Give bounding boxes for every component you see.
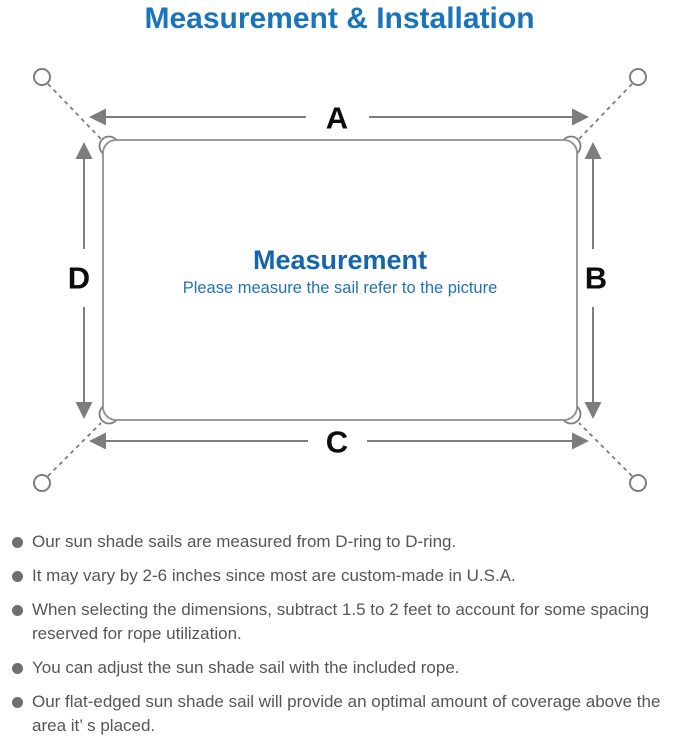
- bullet-dot-icon: [12, 605, 23, 616]
- note-text: When selecting the dimensions, subtract 1.5 to 2 feet to account for some spacing reserved for rope utilization.: [32, 600, 650, 643]
- diagram-center-title: Measurement: [252, 245, 428, 275]
- dim-label-b: B: [584, 260, 608, 296]
- anchor-ring-icon-bottom-right: [630, 475, 646, 491]
- arrowhead-b-bottom: [585, 402, 602, 419]
- dim-label-d: D: [67, 260, 91, 296]
- list-item: [10, 598, 671, 646]
- note-text: Our sun shade sails are measured from D-ring to D-ring.: [32, 532, 457, 551]
- diagram-center-subtitle: Please measure the sail refer to the picture: [182, 279, 498, 297]
- anchor-ring-icon-top-right: [630, 69, 646, 85]
- guy-line-top-left: [48, 84, 101, 139]
- guy-line-top-right: [579, 84, 632, 139]
- anchor-ring-icon-top-left: [34, 69, 50, 85]
- bullet-dot-icon: [12, 663, 23, 674]
- dim-label-c: C: [325, 424, 349, 460]
- list-item: [10, 530, 671, 554]
- guy-line-bottom-left: [48, 423, 101, 476]
- arrowhead-d-bottom: [76, 402, 93, 419]
- notes-list: [10, 530, 671, 739]
- note-text: You can adjust the sun shade sail with the included rope.: [32, 658, 460, 677]
- list-item: [10, 656, 671, 680]
- arrowhead-d-top: [76, 142, 93, 159]
- list-item: [10, 564, 671, 588]
- note-text: Our flat-edged sun shade sail will provide an optimal amount of coverage above the area it’ s placed.: [32, 692, 661, 735]
- list-item: [10, 690, 671, 738]
- arrowhead-b-top: [585, 142, 602, 159]
- arrowhead-c-left: [89, 433, 106, 450]
- guy-line-bottom-right: [579, 423, 632, 476]
- anchor-ring-icon-bottom-left: [34, 475, 50, 491]
- page-title: Measurement & Installation: [144, 2, 535, 35]
- arrowhead-c-right: [572, 433, 589, 450]
- bullet-dot-icon: [12, 537, 23, 548]
- arrowhead-a-left: [89, 109, 106, 126]
- note-text: It may vary by 2-6 inches since most are custom-made in U.S.A.: [32, 566, 516, 585]
- bullet-dot-icon: [12, 571, 23, 582]
- bullet-dot-icon: [12, 697, 23, 708]
- dim-label-a: A: [325, 100, 349, 136]
- arrowhead-a-right: [572, 109, 589, 126]
